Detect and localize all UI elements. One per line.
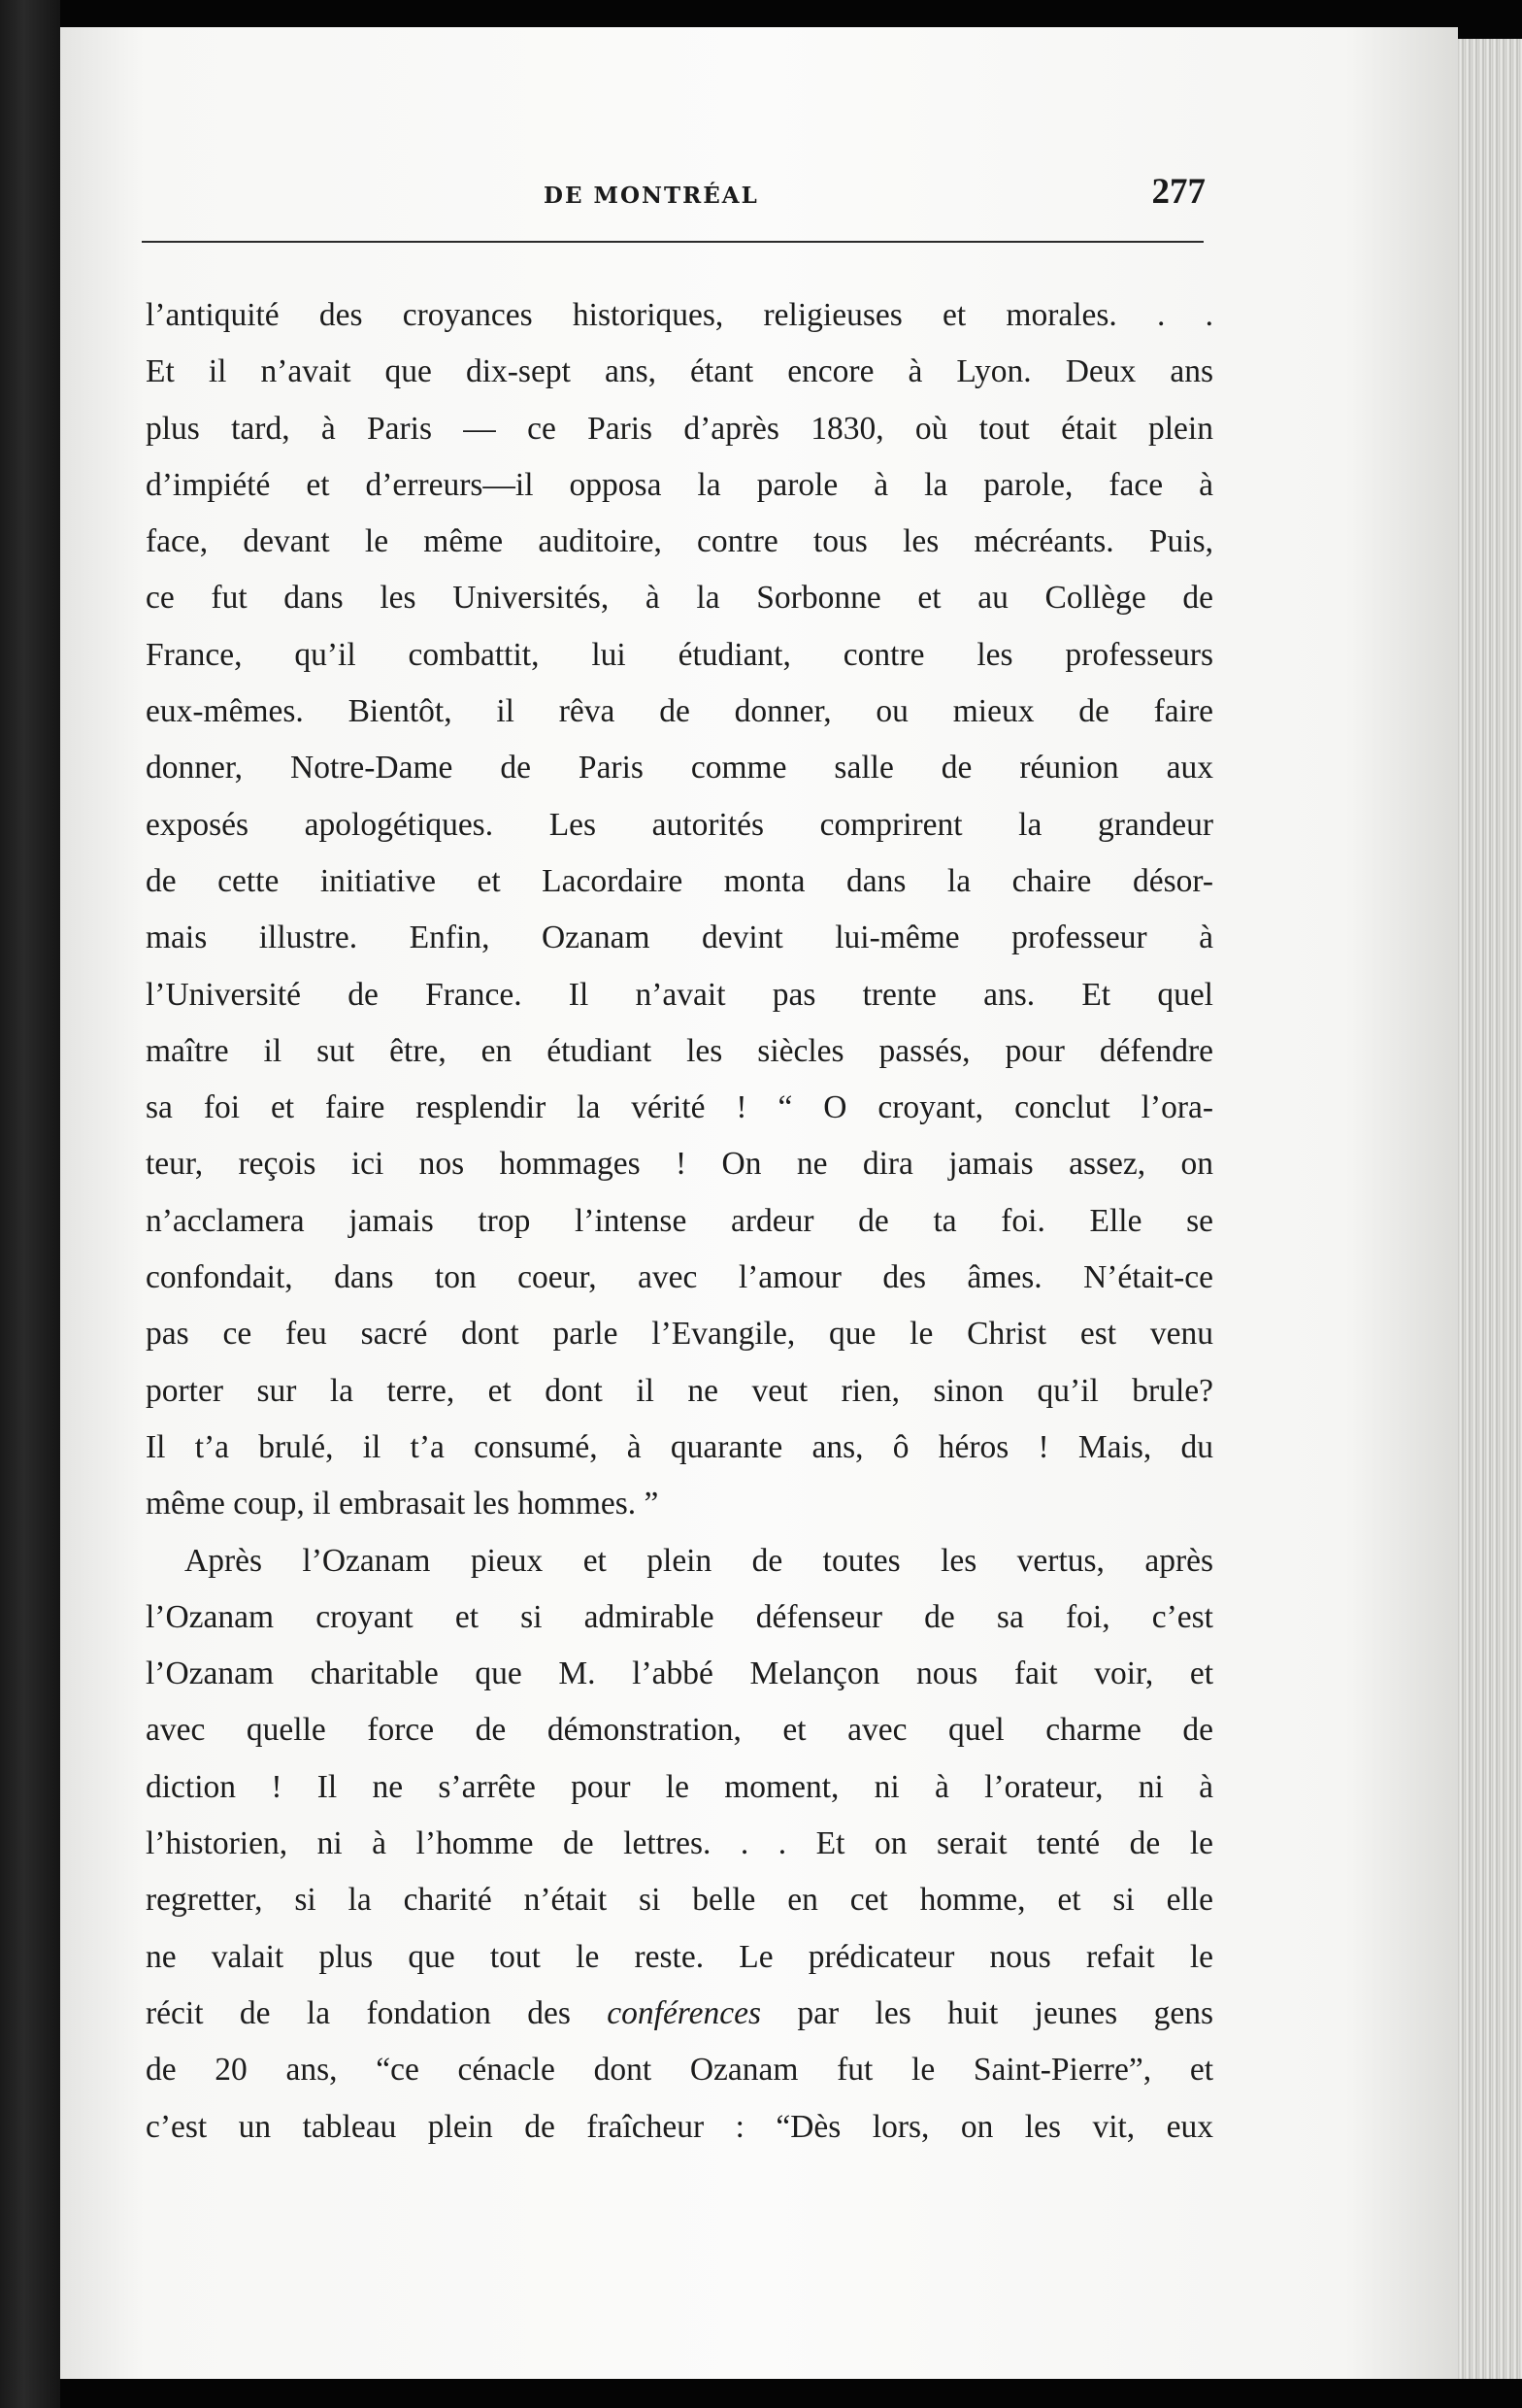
page-edges: [1458, 39, 1522, 2379]
text-line: même coup, il embrasait les hommes. ”: [146, 1486, 659, 1522]
text-line: France, qu’il combattit, lui étudiant, contre les professeurs: [146, 636, 1213, 673]
text-line: l’historien, ni à l’homme de lettres. . . Et on serait tenté de le: [146, 1825, 1213, 1862]
text-line: l’Ozanam croyant et si admirable défenseur de sa foi, c’est: [146, 1598, 1213, 1635]
page-number: 277: [1151, 172, 1206, 212]
italic-word: conférences: [607, 1994, 761, 2031]
text-line: l’antiquité des croyances historiques, religieuses et morales. . .: [146, 297, 1213, 333]
text-line: récit de la fondation des conférences par les huit jeunes gens: [146, 1994, 1213, 2031]
text-line: Et il n’avait que dix-sept ans, étant encore à Lyon. Deux ans: [146, 353, 1213, 390]
text-line: c’est un tableau plein de fraîcheur : “Dès lors, on les vit, eux: [146, 2108, 1213, 2145]
text-line: sa foi et faire resplendir la vérité ! “ O croyant, conclut l’ora-: [146, 1089, 1213, 1126]
paragraph-first-line: Après l’Ozanam pieux et plein de toutes les vertus, après: [184, 1542, 1213, 1579]
running-title: DE MONTRÉAL: [544, 183, 759, 209]
text-line: de 20 ans, “ce cénacle dont Ozanam fut le Saint-Pierre”, et: [146, 2052, 1213, 2089]
page-header: [142, 167, 1206, 216]
text-line: plus tard, à Paris — ce Paris d’après 1830, où tout était plein: [146, 410, 1213, 447]
text-line: pas ce feu sacré dont parle l’Evangile, que le Christ est venu: [146, 1316, 1213, 1353]
text-line: ce fut dans les Universités, à la Sorbonne et au Collège de: [146, 580, 1213, 617]
text-line: donner, Notre-Dame de Paris comme salle de réunion aux: [146, 750, 1213, 786]
text-line: eux-mêmes. Bientôt, il rêva de donner, ou mieux de faire: [146, 693, 1213, 730]
body-text: [146, 287, 1213, 2156]
text-line: l’Ozanam charitable que M. l’abbé Melançon nous fait voir, et: [146, 1656, 1213, 1692]
text-line: confondait, dans ton coeur, avec l’amour des âmes. N’était-ce: [146, 1259, 1213, 1296]
text-line: l’Université de France. Il n’avait pas trente ans. Et quel: [146, 976, 1213, 1013]
binding-edge: [0, 0, 60, 2408]
text-line: diction ! Il ne s’arrête pour le moment, ni à l’orateur, ni à: [146, 1768, 1213, 1805]
text-line: regretter, si la charité n’était si belle en cet homme, et si elle: [146, 1882, 1213, 1919]
text-line: exposés apologétiques. Les autorités comprirent la grandeur: [146, 806, 1213, 843]
text-line: mais illustre. Enfin, Ozanam devint lui-même professeur à: [146, 920, 1213, 956]
header-rule: [142, 241, 1204, 243]
text-line: ne valait plus que tout le reste. Le prédicateur nous refait le: [146, 1938, 1213, 1975]
text-line: teur, reçois ici nos hommages ! On ne dira jamais assez, on: [146, 1146, 1213, 1183]
text-line: maître il sut être, en étudiant les siècles passés, pour défendre: [146, 1032, 1213, 1069]
text-line: d’impiété et d’erreurs—il opposa la parole à la parole, face à: [146, 466, 1213, 503]
text-line: porter sur la terre, et dont il ne veut rien, sinon qu’il brule?: [146, 1372, 1213, 1409]
text-line: de cette initiative et Lacordaire monta dans la chaire désor-: [146, 862, 1213, 899]
text-line: Il t’a brulé, il t’a consumé, à quarante ans, ô héros ! Mais, du: [146, 1428, 1213, 1465]
text-line: avec quelle force de démonstration, et avec quel charme de: [146, 1712, 1213, 1749]
text-line: face, devant le même auditoire, contre tous les mécréants. Puis,: [146, 523, 1213, 560]
text-line: n’acclamera jamais trop l’intense ardeur de ta foi. Elle se: [146, 1202, 1213, 1239]
